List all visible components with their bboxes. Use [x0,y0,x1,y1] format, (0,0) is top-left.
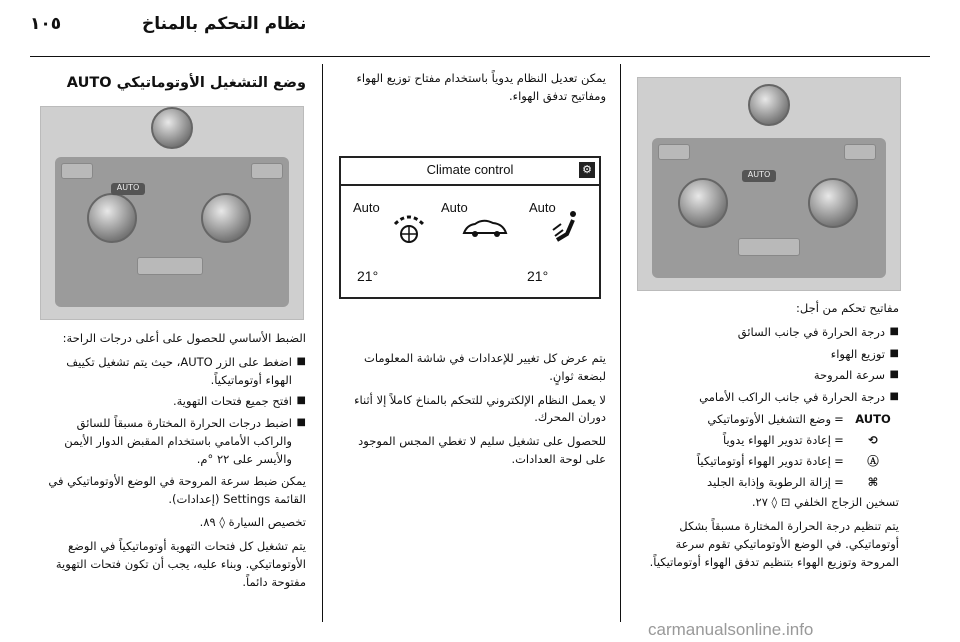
fan-speed-note: يمكن ضبط سرعة المروحة في الوضع الأوتوماتيكي في القائمة Settings (إعدادات). [48,473,306,506]
left-column [38,330,306,598]
car-icon [461,216,509,240]
list-item: ■ سرعة المروحة [637,367,899,385]
column-divider-right [620,64,621,622]
list-item: ■ اضبط درجات الحرارة المختارة مسبقاً للسائق والراكب الأمامي باستخدام المقبض الدوار الأيمن والأيسر على ٢٢ °م. [38,415,306,468]
page-title: نظام التحكم بالمناخ [142,14,307,34]
auto-label-seat: Auto [529,200,556,215]
sensor-note: للحصول على تشغيل سليم لا تغطي المجس الموجود على لوحة العدادات. [358,434,606,467]
climate-panel-photo-right [637,77,901,291]
auto-label-car: Auto [441,200,468,215]
climate-control-display [339,156,601,299]
settings-icon: ⚙ [579,162,595,178]
display-title: Climate control [426,162,514,177]
vents-note: يتم تشغيل كل فتحات التهوية أوتوماتيكياً في الوضع الأوتوماتيكي. وبناء عليه، يجب أن تكون فتحات التهوية مفتوحة دائماً. [55,539,306,589]
list-item: ■ اضغط على الزر AUTO، حيث يتم تشغيل تكييف الهواء أوتوماتيكياً. [38,354,306,390]
auto-mode-heading: وضع التشغيل الأوتوماتيكي AUTO [66,75,306,91]
auto-steps-list [38,354,306,469]
list-item: ■ توزيع الهواء [637,346,899,364]
definition-row: ⟲ = إعادة تدوير الهواء يدوياً [637,432,899,450]
definition-row: AUTO = وضع التشغيل الأوتوماتيكي [637,411,899,429]
vehicle-personalisation-ref: تخصيص السيارة ◊ ٨٩. [199,515,306,530]
list-item: ■ درجة الحرارة في جانب الراكب الأمامي [637,389,899,407]
adjust-manually-paragraph: يمكن تعديل النظام يدوياً باستخدام مفتاح توزيع الهواء ومفاتيح تدفق الهواء. [356,71,606,103]
definition-row: Ⓐ = إعادة تدوير الهواء أوتوماتيكياً [637,453,899,471]
right-temperature: 21° [527,268,549,284]
page-number: ١٠٥ [30,14,62,34]
list-item: ■ درجة الحرارة في جانب السائق [637,324,899,342]
auto-label-fan: Auto [353,200,380,215]
controls-list [637,324,899,407]
middle-intro [336,70,606,112]
controls-intro: مفاتيح تحكم من أجل: [796,301,899,315]
recirculation-icon: ⟲ [868,432,878,447]
left-temperature: 21° [357,268,379,284]
climate-panel-photo-left [40,106,304,320]
page-header [30,10,930,50]
rear-window-heating: تسخين الزجاج الخلفي ⊡ ◊ ٢٧. [751,495,899,510]
display-note: يتم عرض كل تغيير للإعدادات في شاشة المعلومات لبضعة ثوانٍ. [364,351,606,383]
auto-button-photo: AUTO [111,183,145,195]
basic-setting-intro: الضبط الأساسي للحصول على أعلى درجات الراحة: [62,331,306,345]
defrost-icon: ⌘ [867,474,879,489]
auto-button-photo: AUTO [742,170,776,182]
seat-airflow-icon [551,208,581,244]
definitions [637,411,899,491]
auto-recirculation-icon: Ⓐ [867,453,879,468]
column-divider-left [322,64,323,622]
definition-row: ⌘ = إزالة الرطوبة وإذابة الجليد [637,474,899,492]
closing-paragraph: يتم تنظيم درجة الحرارة المختارة مسبقاً بشكل أوتوماتيكي. في الوضع الأوتوماتيكي تقوم سرعة المروحة وتوزيع الهواء بتنظيم تدفق الهواء أوتوماتيكياً. [649,519,899,569]
display-title-bar [341,158,599,186]
fan-icon [391,210,427,244]
engine-note: لا يعمل النظام الإلكتروني للتحكم بالمناخ كاملاً إلا أثناء دوران المحرك. [354,392,606,425]
header-rule [30,56,930,57]
left-heading-wrap [38,72,306,104]
auto-key: AUTO [855,412,891,427]
watermark: carmanualsonline.info [648,620,814,639]
middle-column [336,350,606,475]
list-item: ■ افتح جميع فتحات التهوية. [38,393,306,411]
right-column [637,300,899,578]
